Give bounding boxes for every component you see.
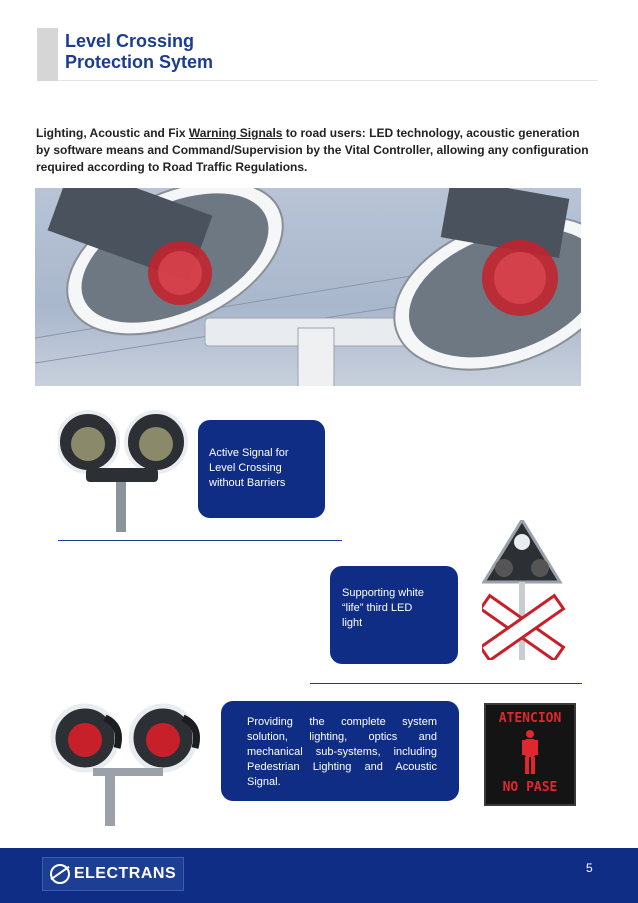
level-crossing-signals-illustration <box>35 188 581 386</box>
intro-text-2: to road users: LED technology, acoustic generation by software means and Command/Supervision by the Vital Controller, allowing any configuration required according to Road Traffic Regulations. <box>36 126 589 174</box>
callout-3-text: Providing the complete system solution, lighting, optics and mechanical sub-systems, including Pedestrian Lighting and Acoustic Signal. <box>247 716 437 788</box>
page-number: 5 <box>586 861 593 875</box>
section-divider-2 <box>310 683 582 684</box>
page-title <box>65 31 213 73</box>
warning-signals-link[interactable]: Warning Signals <box>188 126 283 140</box>
twin-signal-photo <box>58 402 188 532</box>
callout-active-signal <box>198 420 325 518</box>
logo-emblem-icon <box>50 864 70 884</box>
electrans-logo <box>42 857 184 891</box>
title-line-1: Level Crossing <box>65 31 195 51</box>
callout-2-line-1: Supporting white <box>342 587 424 599</box>
logo-text: ELECTRANS <box>73 865 177 882</box>
title-divider <box>58 80 598 81</box>
callout-white-life-light <box>330 566 458 664</box>
callout-complete-solution <box>221 701 459 801</box>
cross-buck-signal-photo <box>482 520 582 660</box>
callout-1-line-2: Level Crossing <box>209 462 282 474</box>
title-accent-bar <box>37 28 58 81</box>
callout-2-line-3: light <box>342 617 363 629</box>
callout-2-line-2: “life” third LED <box>342 602 413 614</box>
hero-photo <box>35 188 581 386</box>
sign-top-text: ATENCION <box>498 711 562 726</box>
title-line-2: Protection Sytem <box>65 52 214 72</box>
intro-paragraph <box>36 125 596 176</box>
callout-1-line-3: without Barriers <box>209 477 286 489</box>
sign-bottom-text: NO PASE <box>502 780 558 795</box>
section-divider-1 <box>58 540 342 541</box>
pedestrian-warning-sign <box>484 703 576 806</box>
pedestrian-icon <box>519 729 541 775</box>
intro-text-1: Lighting, Acoustic and Fix <box>36 126 189 140</box>
callout-1-line-1: Active Signal for <box>209 447 289 459</box>
signal-heads-photo <box>45 698 205 826</box>
